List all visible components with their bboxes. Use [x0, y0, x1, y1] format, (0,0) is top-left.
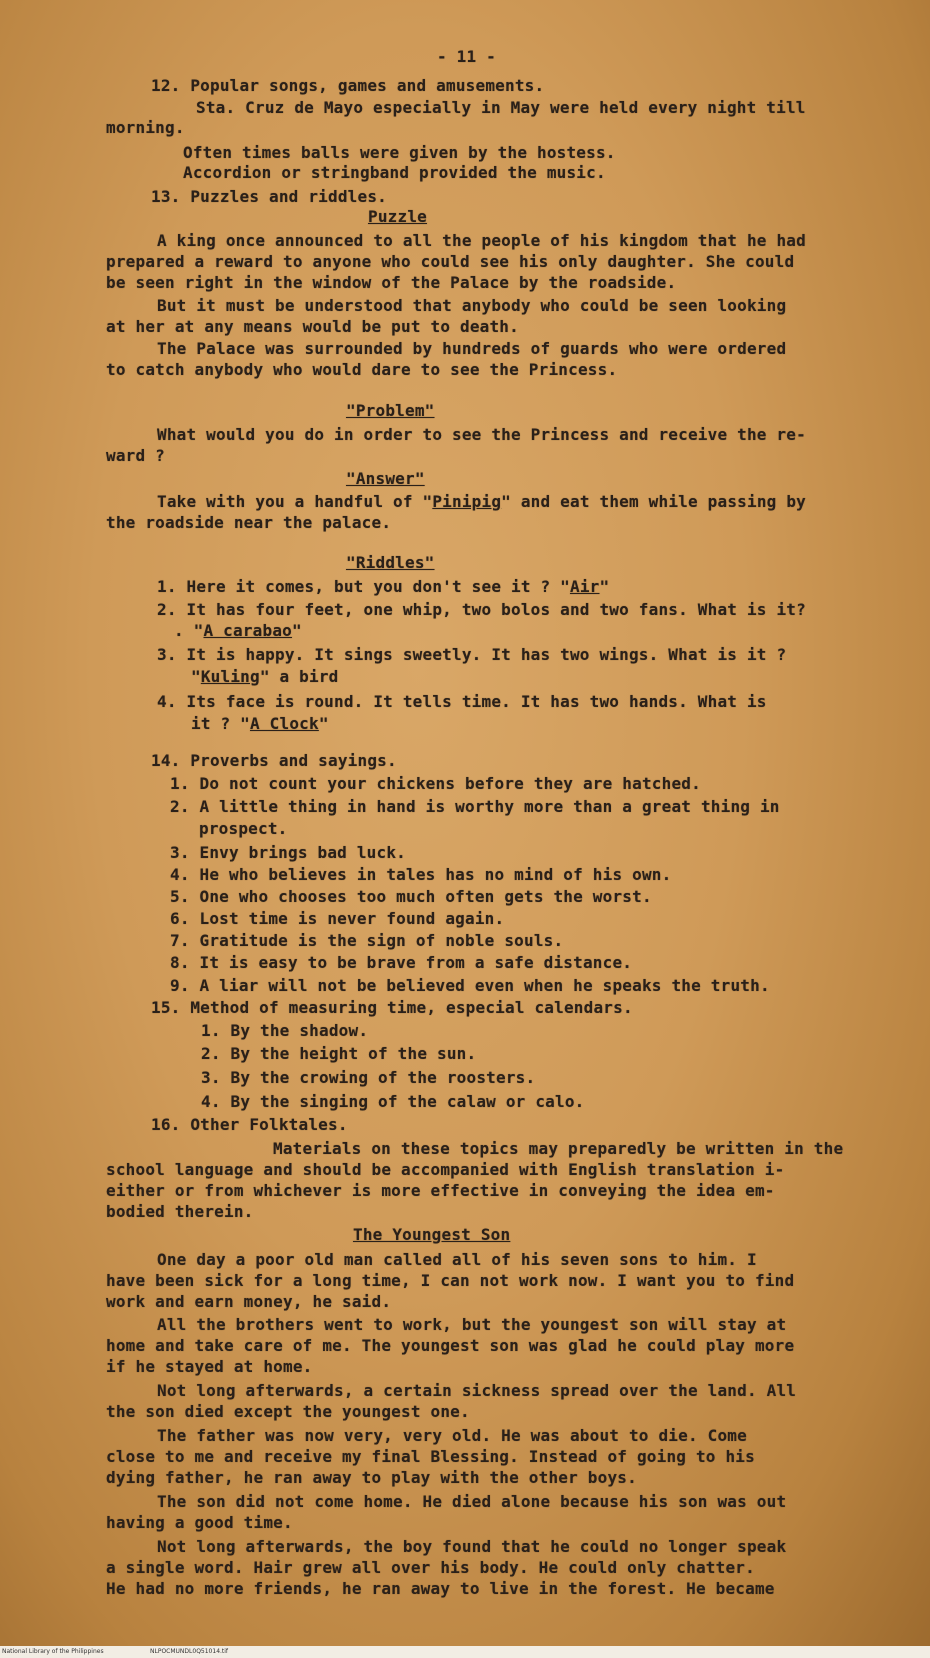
proverb-item: 5. One who chooses too much often gets the worst. — [170, 887, 652, 906]
story-line: The father was now very, very old. He was about to die. Come — [157, 1426, 747, 1445]
story-line: have been sick for a long time, I can not work now. I want you to find — [106, 1271, 795, 1290]
section-15-heading: 15. Method of measuring time, especial calendars. — [151, 998, 633, 1017]
riddle-line: . "A carabao" — [174, 621, 302, 640]
time-method-item: 4. By the singing of the calaw or calo. — [201, 1092, 585, 1111]
proverb-item: 1. Do not count your chickens before they are hatched. — [170, 774, 701, 793]
puzzle-title: Puzzle — [368, 207, 427, 226]
story-line: Not long afterwards, a certain sickness spread over the land. All — [157, 1381, 797, 1400]
problem-title: "Problem" — [346, 401, 435, 420]
proverb-item: 7. Gratitude is the sign of noble souls. — [170, 931, 564, 950]
problem-line: What would you do in order to see the Princess and receive the re- — [157, 425, 806, 444]
page-number: - 11 - — [437, 47, 496, 66]
section-12-heading: 12. Popular songs, games and amusements. — [151, 76, 545, 95]
puzzle-line: A king once announced to all the people of his kingdom that he had — [157, 231, 806, 250]
section-16-heading: 16. Other Folktales. — [151, 1115, 348, 1134]
answer-title: "Answer" — [346, 469, 425, 488]
riddle-line: 1. Here it comes, but you don't see it ? "Air" — [157, 577, 610, 596]
section-12-text: morning. — [106, 118, 185, 137]
puzzle-line: be seen right in the window of the Palace by the roadside. — [106, 273, 677, 292]
puzzle-line: The Palace was surrounded by hundreds of guards who were ordered — [157, 339, 787, 358]
story-line: having a good time. — [106, 1513, 293, 1532]
story-line: the son died except the youngest one. — [106, 1402, 470, 1421]
riddle-line: 2. It has four feet, one whip, two bolos and two fans. What is it? — [157, 600, 806, 619]
section-16-text: bodied therein. — [106, 1202, 254, 1221]
answer-line: Take with you a handful of "Pinipig" and eat them while passing by — [157, 492, 806, 511]
riddle-line: 4. Its face is round. It tells time. It has two hands. What is — [157, 692, 767, 711]
scan-footer — [0, 1646, 930, 1658]
riddles-title: "Riddles" — [346, 553, 435, 572]
story-line: One day a poor old man called all of his seven sons to him. I — [157, 1250, 757, 1269]
story-line: dying father, he ran away to play with the other boys. — [106, 1468, 637, 1487]
story-line: He had no more friends, he ran away to live in the forest. He became — [106, 1579, 775, 1598]
problem-line: ward ? — [106, 446, 165, 465]
section-12-text: Often times balls were given by the hostess. — [183, 143, 616, 162]
section-16-text: school language and should be accompanied with English translation i- — [106, 1160, 785, 1179]
footer-library: National Library of the Philippines — [2, 1648, 104, 1655]
story-title: The Youngest Son — [353, 1225, 511, 1244]
story-line: home and take care of me. The youngest son was glad he could play more — [106, 1336, 795, 1355]
story-line: close to me and receive my final Blessing. Instead of going to his — [106, 1447, 755, 1466]
section-14-heading: 14. Proverbs and sayings. — [151, 751, 397, 770]
story-line: a single word. Hair grew all over his body. He could only chatter. — [106, 1558, 755, 1577]
puzzle-line: But it must be understood that anybody who could be seen looking — [157, 296, 787, 315]
proverb-item: 9. A liar will not be believed even when he speaks the truth. — [170, 976, 770, 995]
riddle-line: "Kuling" a bird — [191, 667, 339, 686]
story-line: if he stayed at home. — [106, 1357, 313, 1376]
time-method-item: 2. By the height of the sun. — [201, 1044, 477, 1063]
puzzle-line: to catch anybody who would dare to see the Princess. — [106, 360, 618, 379]
story-line: work and earn money, he said. — [106, 1292, 392, 1311]
section-12-text: Sta. Cruz de Mayo especially in May were held every night till — [196, 98, 806, 117]
puzzle-line: prepared a reward to anyone who could see his only daughter. She could — [106, 252, 795, 271]
riddle-line: it ? "A Clock" — [191, 714, 329, 733]
story-line: Not long afterwards, the boy found that he could no longer speak — [157, 1537, 787, 1556]
footer-filename: NLPOCMUNDL0Q51014.tif — [150, 1648, 229, 1655]
riddle-line: 3. It is happy. It sings sweetly. It has two wings. What is it ? — [157, 645, 787, 664]
proverb-item: prospect. — [199, 819, 288, 838]
proverb-item: 2. A little thing in hand is worthy more than a great thing in — [170, 797, 780, 816]
section-13-heading: 13. Puzzles and riddles. — [151, 187, 387, 206]
section-16-text: either or from whichever is more effective in conveying the idea em- — [106, 1181, 775, 1200]
puzzle-line: at her at any means would be put to death. — [106, 317, 519, 336]
section-16-text: Materials on these topics may preparedly be written in the — [273, 1139, 844, 1158]
proverb-item: 3. Envy brings bad luck. — [170, 843, 406, 862]
story-line: The son did not come home. He died alone because his son was out — [157, 1492, 787, 1511]
story-line: All the brothers went to work, but the youngest son will stay at — [157, 1315, 787, 1334]
time-method-item: 1. By the shadow. — [201, 1021, 369, 1040]
proverb-item: 4. He who believes in tales has no mind of his own. — [170, 865, 672, 884]
section-12-text: Accordion or stringband provided the music. — [183, 163, 606, 182]
proverb-item: 6. Lost time is never found again. — [170, 909, 505, 928]
proverb-item: 8. It is easy to be brave from a safe distance. — [170, 953, 633, 972]
time-method-item: 3. By the crowing of the roosters. — [201, 1068, 536, 1087]
answer-line: the roadside near the palace. — [106, 513, 392, 532]
